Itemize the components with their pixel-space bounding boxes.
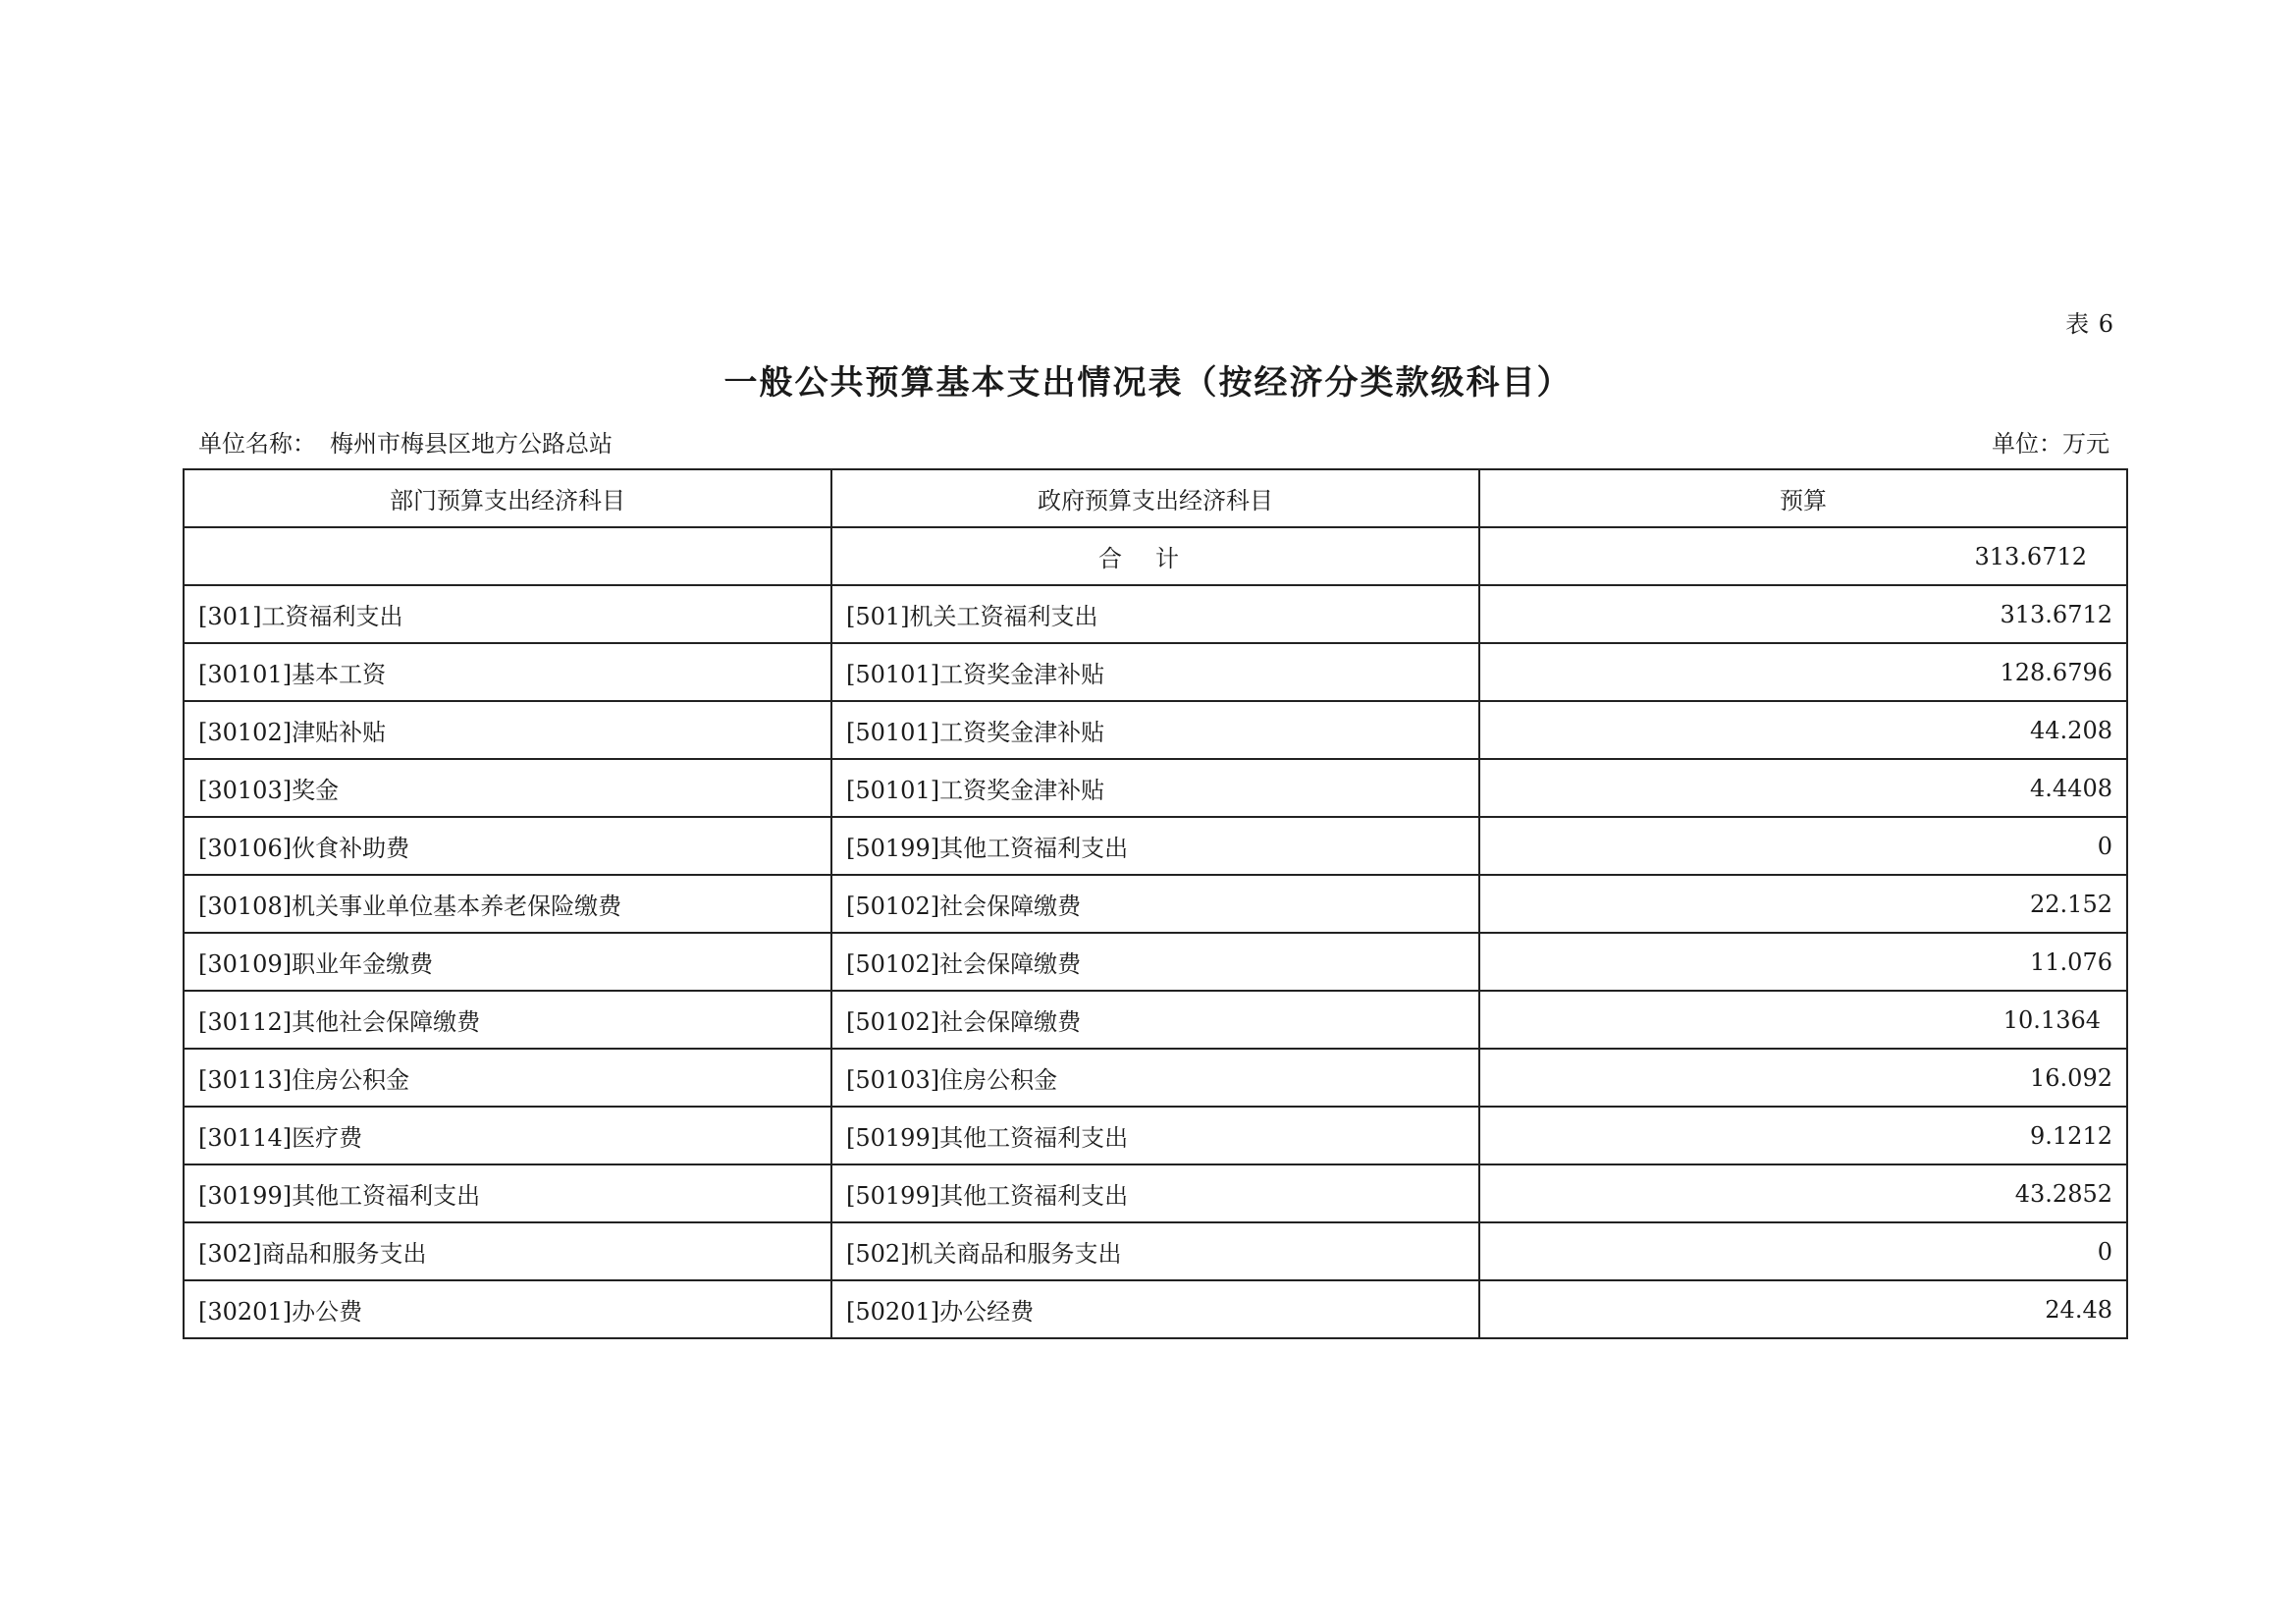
table-row (184, 933, 2127, 991)
amount-cell: 4.4408 (1479, 759, 2127, 817)
gov-cell: [50102]社会保障缴费 (831, 933, 1479, 991)
table-row (184, 875, 2127, 933)
dept-cell: [30113]住房公积金 (184, 1049, 831, 1107)
table-row (184, 643, 2127, 701)
amount-cell: 24.48 (1479, 1280, 2127, 1338)
gov-cell: [50199]其他工资福利支出 (831, 817, 1479, 875)
gov-cell: [501]机关工资福利支出 (831, 585, 1479, 643)
table-row (184, 817, 2127, 875)
table-row (184, 1164, 2127, 1222)
table-row (184, 991, 2127, 1049)
column-header-amount: 预算 (1479, 469, 2127, 527)
unit-name-group (198, 424, 626, 459)
amount-cell: 43.2852 (1479, 1164, 2127, 1222)
total-value: 313.6712 (1479, 527, 2127, 585)
amount-cell: 44.208 (1479, 701, 2127, 759)
amount-cell: 10.1364 (1479, 991, 2127, 1049)
table-row (184, 701, 2127, 759)
dept-cell: [30101]基本工资 (184, 643, 831, 701)
unit-name-label: 单位名称： (198, 430, 316, 458)
gov-cell: [50102]社会保障缴费 (831, 875, 1479, 933)
dept-cell: [301]工资福利支出 (184, 585, 831, 643)
budget-table (183, 468, 2128, 1339)
dept-cell: [30114]医疗费 (184, 1107, 831, 1164)
table-row (184, 1280, 2127, 1338)
amount-cell: 0 (1479, 1222, 2127, 1280)
table-row (184, 1222, 2127, 1280)
dept-cell: [30199]其他工资福利支出 (184, 1164, 831, 1222)
page-title: 一般公共预算基本支出情况表（按经济分类款级科目） (723, 363, 1573, 403)
unit-name: 梅州市梅县区地方公路总站 (330, 430, 613, 458)
gov-cell: [50102]社会保障缴费 (831, 991, 1479, 1049)
total-row (184, 527, 2127, 585)
table-row (184, 759, 2127, 817)
amount-cell: 11.076 (1479, 933, 2127, 991)
currency-unit: 单位：万元 (1992, 430, 2109, 458)
amount-cell: 313.6712 (1479, 585, 2127, 643)
dept-cell: [30112]其他社会保障缴费 (184, 991, 831, 1049)
gov-cell: [50199]其他工资福利支出 (831, 1164, 1479, 1222)
total-label: 合计 (831, 527, 1479, 585)
table-number: 表 6 (2065, 310, 2114, 338)
dept-cell: [30102]津贴补贴 (184, 701, 831, 759)
column-header-gov: 政府预算支出经济科目 (831, 469, 1479, 527)
amount-cell: 9.1212 (1479, 1107, 2127, 1164)
dept-cell: [30108]机关事业单位基本养老保险缴费 (184, 875, 831, 933)
table-header-row (184, 469, 2127, 527)
table-row (184, 1107, 2127, 1164)
column-header-dept: 部门预算支出经济科目 (184, 469, 831, 527)
total-empty-cell (184, 527, 831, 585)
table-row (184, 1049, 2127, 1107)
gov-cell: [50101]工资奖金津补贴 (831, 643, 1479, 701)
dept-cell: [30106]伙食补助费 (184, 817, 831, 875)
dept-cell: [302]商品和服务支出 (184, 1222, 831, 1280)
amount-cell: 0 (1479, 817, 2127, 875)
dept-cell: [30103]奖金 (184, 759, 831, 817)
dept-cell: [30201]办公费 (184, 1280, 831, 1338)
amount-cell: 16.092 (1479, 1049, 2127, 1107)
gov-cell: [50101]工资奖金津补贴 (831, 701, 1479, 759)
unit-info-line (198, 424, 2109, 459)
gov-cell: [50101]工资奖金津补贴 (831, 759, 1479, 817)
amount-cell: 22.152 (1479, 875, 2127, 933)
amount-cell: 128.6796 (1479, 643, 2127, 701)
dept-cell: [30109]职业年金缴费 (184, 933, 831, 991)
gov-cell: [502]机关商品和服务支出 (831, 1222, 1479, 1280)
gov-cell: [50103]住房公积金 (831, 1049, 1479, 1107)
gov-cell: [50201]办公经费 (831, 1280, 1479, 1338)
table-row (184, 585, 2127, 643)
gov-cell: [50199]其他工资福利支出 (831, 1107, 1479, 1164)
